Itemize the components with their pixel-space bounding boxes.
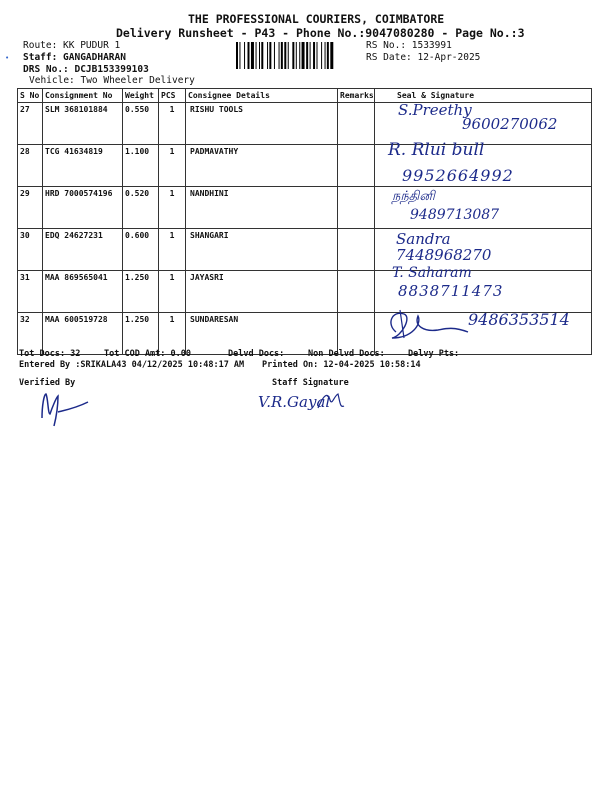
staff-signature-flourish: [316, 390, 346, 414]
col-remarks: Remarks: [338, 89, 375, 103]
signature-phone-31: 8838711473: [398, 282, 504, 300]
col-pcs: PCS: [159, 89, 186, 103]
signature-name-29: நந்தினி: [392, 189, 435, 204]
cell-consignment: EDQ 24627231: [43, 229, 123, 271]
rs-date-label: RS Date: 12-Apr-2025: [366, 52, 481, 63]
cell-consignee: NANDHINI: [186, 187, 338, 229]
cell-remarks: [338, 271, 375, 313]
cell-sno: 32: [18, 313, 43, 355]
signature-scribble-32: [382, 302, 472, 344]
cell-remarks: [338, 187, 375, 229]
staff-signature-label: Staff Signature: [272, 378, 349, 388]
col-weight: Weight: [123, 89, 159, 103]
signature-name-30: Sandra: [396, 230, 451, 248]
cell-weight: 1.250: [123, 313, 159, 355]
col-consignment: Consignment No: [43, 89, 123, 103]
col-consignee: Consignee Details: [186, 89, 338, 103]
col-signature: Seal & Signature: [375, 89, 592, 103]
cell-sno: 27: [18, 103, 43, 145]
cell-weight: 0.550: [123, 103, 159, 145]
tot-docs: Tot Docs: 32: [19, 349, 81, 359]
cell-weight: 0.600: [123, 229, 159, 271]
table-row: [18, 187, 592, 229]
cell-remarks: [338, 229, 375, 271]
cell-pcs: 1: [159, 187, 186, 229]
delvy-pts: Delvy Pts:: [408, 349, 460, 359]
table-row: [18, 229, 592, 271]
verified-by-label: Verified By: [19, 378, 76, 388]
cell-pcs: 1: [159, 229, 186, 271]
cell-consignment: TCG 41634819: [43, 145, 123, 187]
table-header-row: [18, 89, 592, 103]
cell-sno: 30: [18, 229, 43, 271]
cell-remarks: [338, 145, 375, 187]
cell-pcs: 1: [159, 103, 186, 145]
cell-consignee: RISHU TOOLS: [186, 103, 338, 145]
vehicle-label: Vehicle: Two Wheeler Delivery: [29, 75, 195, 86]
sheet-title: Delivery Runsheet - P43 - Phone No.:9047080280 - Page No.:3: [116, 26, 525, 40]
cell-consignee: SUNDARESAN: [186, 313, 338, 355]
signature-phone-32: 9486353514: [468, 310, 570, 329]
cell-consignee: SHANGARI: [186, 229, 338, 271]
cell-consignment: MAA 600519728: [43, 313, 123, 355]
cell-consignment: MAA 869565041: [43, 271, 123, 313]
cell-consignee: PADMAVATHY: [186, 145, 338, 187]
staff-signature: V.R.Gayal: [258, 393, 331, 411]
delvd-docs: Delvd Docs:: [228, 349, 285, 359]
cell-weight: 1.100: [123, 145, 159, 187]
cell-pcs: 1: [159, 271, 186, 313]
signature-phone-28: 9952664992: [402, 166, 514, 185]
verified-signature: [36, 388, 92, 428]
company-name: THE PROFESSIONAL COURIERS, COIMBATORE: [188, 12, 445, 26]
cell-pcs: 1: [159, 313, 186, 355]
cell-sno: 28: [18, 145, 43, 187]
col-sno: S No: [18, 89, 43, 103]
bullet-mark: •: [5, 54, 10, 62]
signature-name-27: S.Preethy: [398, 101, 472, 119]
cell-consignment: HRD 7000574196: [43, 187, 123, 229]
table-row: [18, 271, 592, 313]
signature-name-28: R. Rlui bull: [388, 140, 485, 160]
staff-label: Staff: GANGADHARAN: [23, 52, 126, 63]
barcode-icon: [236, 42, 362, 69]
cell-sno: 31: [18, 271, 43, 313]
signature-phone-27: 9600270062: [462, 115, 558, 133]
cell-weight: 1.250: [123, 271, 159, 313]
signature-phone-29: 9489713087: [410, 207, 500, 223]
cell-sno: 29: [18, 187, 43, 229]
cell-consignee: JAYASRI: [186, 271, 338, 313]
rs-no-label: RS No.: 1533991: [366, 40, 452, 51]
cell-consignment: SLM 368101884: [43, 103, 123, 145]
tot-cod-amt: Tot COD Amt: 0.00: [104, 349, 191, 359]
route-label: Route: KK PUDUR 1: [23, 40, 121, 51]
non-delvd-docs: Non Delvd Docs:: [308, 349, 385, 359]
cell-pcs: 1: [159, 145, 186, 187]
signature-phone-30: 7448968270: [396, 246, 492, 264]
entered-by: Entered By :SRIKALA43 04/12/2025 10:48:17 AM: [19, 360, 245, 370]
cell-remarks: [338, 103, 375, 145]
cell-weight: 0.520: [123, 187, 159, 229]
drs-no-label: DRS No.: DCJB153399103: [23, 64, 149, 75]
signature-name-31: T. Saharam: [392, 265, 472, 281]
printed-on: Printed On: 12-04-2025 10:58:14: [262, 360, 421, 370]
